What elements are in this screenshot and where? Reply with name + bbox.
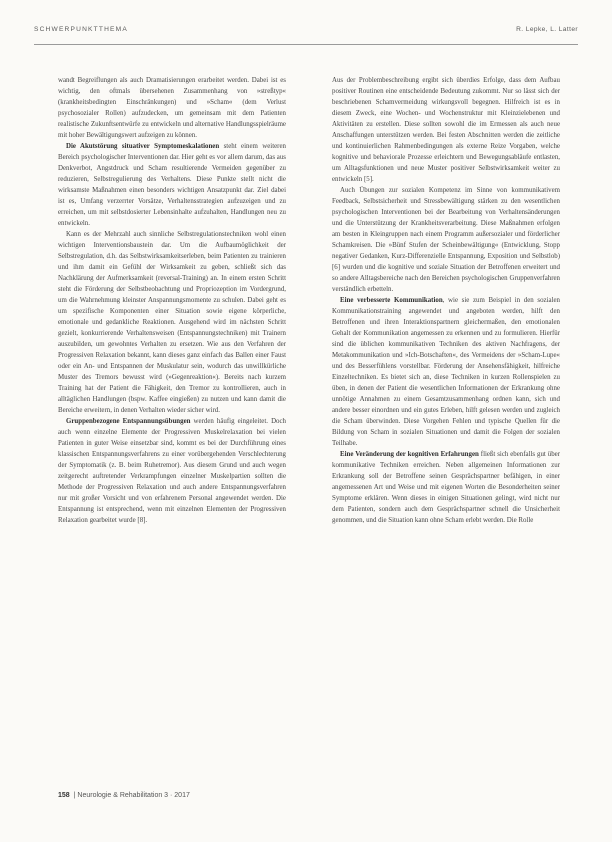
- paragraph-lead: Eine verbesserte Kommunikation: [340, 297, 443, 304]
- paragraph-text: Aus der Problembeschreibung ergibt sich überdies Erfolge, dass dem Aufbau positiver Routinen eine entscheidende Bedeutung zukommt. Nur so lässt sich der beschriebenen Schamvermeidung wirkungsvoll begegnen. Hilfreich ist es in diesem Zweck, eine Wochen- und Wochenstruktur mit Kleinzielebenen und Aktivitäten zu erstellen. Diese sollten sowohl die im Ermessen als auch neue Anschaffungen unterstützen werden. Bei festen Abschnitten werden die zeitliche und kontinuierlichen Rahmenbedingungen als externe Reize Vorgaben, welche kognitive und behaviorale Prozesse erleichtern und Bewegungsabläufe entlasten, um Alltagsfunktionen und neue Muster positiver Selbstwirksamkeit weiter zu entwickeln [5].: [332, 77, 560, 183]
- paragraph: [58, 229, 286, 416]
- page-footer: [58, 792, 190, 799]
- paragraph: [332, 75, 560, 185]
- paragraph-text: Kann es der Mehrzahl auch sinnliche Selbstregulationstechniken wohl einen wichtigen Interventionsbaustein dar. Um die Aufbaumöglichkeit der Selbstregulation, d.h. das Selbstwirksamkeitserleben, beim Patienten zu trainieren und ihm damit ein Gefühl der Wirksamkeit zu geben, schließt sich das Nachklärung der Aufmerksamkeit (reversal-Training) an. In einem ersten Schritt steht die Förderung der Selbstbeobachtung und Propriozeption im Vordergrund, um die Wahrnehmung kleinster Anspannungsmomente zu schulen. Dabei geht es um spezifische Komponenten einer Situation sowie eigene körperliche, emotionale und gedankliche Reaktionen. Ausgehend wird im nächsten Schritt gezielt, konkurrierende Verhaltensweisen (Entspannungstechniken) mit Trainern auszubilden, um gewohntes Verhalten zu ersetzen. Wie aus den Verfahren der Progressiven Relaxation bekannt, kann dieses ganz einfach das Ballen einer Faust oder ein An- und Entspannen der Muskulatur sein, wodurch das unwillkürliche Muster des Tremors bewusst wird (»Gegenreaktion«). Bereits nach kurzem Training hat der Patient die Fähigkeit, den Tremor zu kontrollieren, auch in alltäglichen Handlungen (bspw. Kaffee eingießen) zu nutzen und kann damit die Bereiche erweitern, in denen Verhalten wieder sicher wird.: [58, 231, 286, 414]
- paragraph: [332, 185, 560, 295]
- journal-citation: | Neurologie & Rehabilitation 3 · 2017: [73, 792, 190, 799]
- paragraph: [58, 141, 286, 229]
- paragraph-text: werden häufig eingeleitet. Doch auch wenn einzelne Elemente der Progressiven Muskelrelaxation bei vielen Patienten in guter Weise einsetzbar sind, kommt es bei der Durchführung eines klassischen Entspannungsverfahrens zu einer vorübergehenden Verschlechterung der Symptomatik (z. B. beim Ruhetremor). Aus diesem Grund und auch wegen zeitgerecht auftretender Verkrampfungen einzelner Muskelpartien sollten die Methode der Progressiven Relaxation und auch andere Entspannungsverfahren nur mit großer Vorsicht und von erfahrenem Personal angewendet werden. Die Entspannung ist entsprechend, wenn mit einzelnen Elementen der Progressiven Relaxation gearbeitet wurde [8].: [58, 418, 287, 524]
- header-rule: [34, 44, 578, 45]
- paragraph-text: , wie sie zum Beispiel in den sozialen Kommunikationstraining angewendet und angeboten werden, hilft den Betroffenen und ihren Interaktionspartnern gleichermaßen, den emotionalen Gehalt der Kommunikation angemessen zu erkennen und zu formulieren. Hierfür sind die üblichen kommunikativen Techniken des aktiven Nachfragens, der Metakommunikation und »Ich-Botschaften«, des Vermeidens der »Scham-Lupe« und des Besserfühlens vorstellbar. Förderung der Ansehensfähigkeit, hilfreiche Einzeltechniken. Es bietet sich an, diese Techniken in kurzen Rollenspielen zu üben, in denen der Patient die wesentlichen Informationen der Erkrankung ohne unnötige Annahmen zu einem Gesamtzusammenhang ordnen kann, sich und andere besser einordnen und ein gutes Erleben, hilft gelesen werden und zugleich die Scham überwinden. Diese Vorgehen Fehlen und typische Quellen für die Bildung von Scham in sozialen Situationen und damit die Folgen der sozialen Teilhabe.: [332, 297, 560, 447]
- paragraph-lead: Gruppenbezogene Entspannungsübungen: [66, 418, 191, 425]
- paragraph: [332, 449, 560, 526]
- paragraph-text: steht einem weiteren Bereich psychologischer Interventionen dar. Hier geht es vor allem darum, das aus Denkverbot, Angstdruck und Scham resultierende Vermeiden gegenüber zu reduzieren, Selbstregulierung des Verhaltens. Diese Punkte stellt nicht die wirksamste Maßnahmen einen besonders wichtigen Ansatzpunkt dar. Ziel dabei ist es, Umfang verzerrter Vorsätze, Verhaltensstrategien aufzuzeigen und zu erreichen, um mit selbstdosierter Lebensinhalte aufzuhalten, Handlungen neu zu entwickeln.: [58, 143, 286, 227]
- paragraph-lead: Eine Veränderung der kognitiven Erfahrungen: [340, 451, 479, 458]
- text-column-left: [58, 75, 286, 526]
- paragraph-text: wandt Begreiflungen als auch Dramatisierungen erarbeitet werden. Dabei ist es wichtig, den oftmals übersehenen Zusammenhang von »streßtyp« (krankheitsbedingten Einschränkungen) und »Scham« (dem Verlust psychosozialer Rollen) aufzudecken, um gemeinsam mit dem Patienten realistische Zukunftsentwürfe zu entwickeln und alternative Handlungsspielräume mit hoher Bewältigungswert aufzeigen zu können.: [58, 77, 286, 139]
- text-column-right: [332, 75, 560, 526]
- section-label: SCHWERPUNKTTHEMA: [34, 26, 128, 33]
- running-header: [34, 26, 578, 40]
- page-number: 158: [58, 792, 70, 799]
- paragraph-text: Auch Übungen zur sozialen Kompetenz im Sinne von kommunikativem Feedback, Selbstsicherheit und Stressbewältigung stärken zu den wesentlichen psychologischen Interventionen bei der Bearbeitung von Verhaltensänderungen und die Unterstützung der Krankheitsverarbeitung. Diese Maßnahmen erfolgen am besten in Kleingruppen nach einem Programm außersozialer und förderlicher Schamkreisen. Die »Bünf Stufen der Scheinbewältigung« (Entwicklung, Stopp negativer Gedanken, Kurz-Differenzielle Entspannung, Exposition und Selbstlob) [6] wurden und die kognitive und soziale Situation der Betroffenen erweitert und so andere Alltagsbereiche nach den Bereichen psychologischen Gruppenverfahren verständlich erbetteln.: [332, 187, 560, 293]
- paragraph: [332, 295, 560, 449]
- paragraph: [58, 75, 286, 141]
- paragraph-lead: Die Akutstörung situativer Symptomeskalationen: [66, 143, 220, 150]
- paragraph: [58, 416, 286, 526]
- author-line: R. Lepke, L. Latter: [516, 26, 578, 33]
- paragraph-text: fließt sich ebenfalls gut über kommunikative Techniken erreichen. Neben allgemeinen Informationen zur Erkrankung soll der Betroffene seinen Gesprächspartner befähigen, in einer angemessenen Art und Weise und mit eigenen Worten die Besonderheiten seiner Symptome erklären. Wenn dieses in einigen Situationen gelingt, wird nicht nur dem Patienten, sondern auch dem Gesprächspartner schnell die Unsicherheit genommen, und die Situation kann ohne Scham erlebt werden. Die Rolle: [332, 451, 560, 524]
